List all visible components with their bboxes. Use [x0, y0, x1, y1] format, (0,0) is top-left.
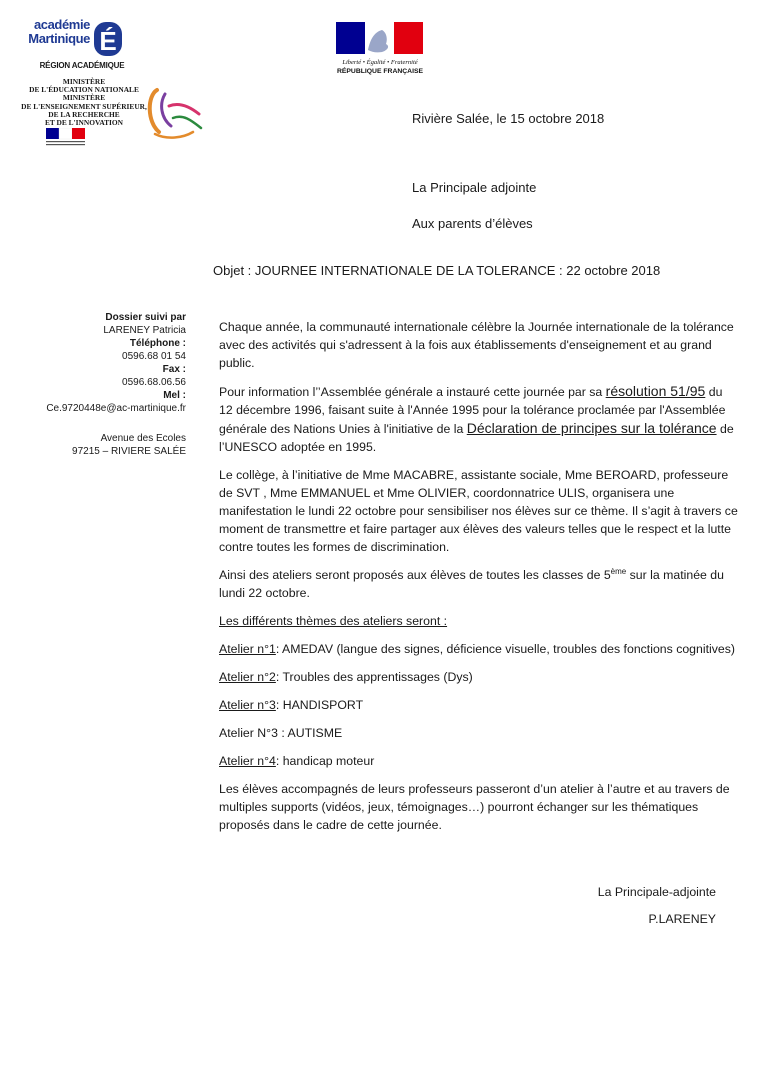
fax-label: Fax :	[162, 364, 186, 375]
academie-wordmark: académie Martinique	[28, 17, 90, 46]
svg-text:É: É	[99, 26, 117, 56]
mel-label: Mel :	[163, 390, 186, 401]
college-logo	[143, 84, 205, 140]
mini-marianne-logo	[46, 128, 86, 148]
atelier-item: Atelier N°3 : AUTISME	[219, 726, 343, 740]
atelier-item: Atelier n°1: AMEDAV (langue des signes, déficience visuelle, troubles des fonctions cognitives)	[219, 642, 735, 656]
atelier-item: Atelier n°4: handicap moteur	[219, 754, 375, 768]
paragraph-college: Le collège, à l’initiative de Mme MACABRE, assistante sociale, Mme BEROARD, professeure de SVT , Mme EMMANUEL et Mme OLIVIER, coordonnatrice ULIS, organisera une manifestation le lundi 22 octobre pour sensibiliser nos élèves sur ce thème. Il s’agit à travers ce moment de transmettre et faire partager aux élèves des valeurs telles que le respect et la lutte contre toutes les formes de discrimination.	[219, 468, 738, 554]
academie-logo	[28, 14, 124, 60]
address-line-2: 97215 – RIVIERE SALÉE	[72, 446, 186, 457]
telephone-value: 0596.68 01 54	[122, 351, 186, 362]
fax-value: 0596.68.06.56	[122, 377, 186, 388]
paragraph-resolution: Pour information l’’Assemblée générale a instauré cette journée par sa résolution 51/95 du 12 décembre 1996, faisant suite à l'Année 1995 pour la tolérance proclamée par l'Assemblée générale des Nations Unies à l'initiative de la Déclaration de principes sur la tolérance de l’UNESCO adoptée en 1995.	[219, 383, 734, 454]
contact-sidebar	[20, 311, 186, 458]
address-line-1: Avenue des Ecoles	[100, 433, 186, 444]
resolution-link[interactable]: résolution 51/95	[605, 383, 706, 399]
academie-e-icon	[92, 14, 124, 58]
letter-body	[219, 318, 739, 844]
region-academique: RÉGION ACADÉMIQUE	[39, 61, 125, 70]
letter-recipient: Aux parents d’élèves	[412, 216, 533, 231]
mel-value[interactable]: Ce.9720448e@ac-martinique.fr	[46, 403, 186, 414]
paragraph-closing: Les élèves accompagnés de leurs professeurs passeront d’un atelier à l’autre et au travers de multiples supports (vidéos, jeux, témoignages…) pourront échanger sur les thématiques proposés dans le cadre de cette journée.	[219, 782, 730, 832]
letter-object: Objet : JOURNEE INTERNATIONALE DE LA TOLERANCE : 22 octobre 2018	[213, 263, 661, 278]
republique-francaise-logo	[334, 20, 426, 78]
paragraph-ateliers: Ainsi des ateliers seront proposés aux élèves de toutes les classes de 5ème sur la matinée du lundi 22 octobre.	[219, 566, 724, 600]
paragraph-intro: Chaque année, la communauté internationale célèbre la Journée internationale de la tolérance avec des activités qui s'adressent à la fois aux établissements d'enseignement et au grand public.	[219, 320, 734, 370]
signature-role: La Principale-adjointe	[597, 885, 716, 899]
atelier-item: Atelier n°3: HANDISPORT	[219, 698, 364, 712]
telephone-label: Téléphone :	[129, 338, 186, 349]
atelier-item: Atelier n°2: Troubles des apprentissages (Dys)	[219, 670, 473, 684]
letter-sender: La Principale adjointe	[412, 180, 537, 195]
signature-name: P.LARENEY	[648, 912, 716, 926]
ministere-block: MINISTÈRE DE L'ÉDUCATION NATIONALE MINISTÈRE DE L'ENSEIGNEMENT SUPÉRIEUR, DE LA RECHERCHE ET DE L'INNOVATION	[21, 77, 147, 128]
svg-text:RÉPUBLIQUE FRANÇAISE: RÉPUBLIQUE FRANÇAISE	[336, 68, 424, 75]
dossier-value: LARENEY Patricia	[103, 325, 186, 336]
letter-date: Rivière Salée, le 15 octobre 2018	[412, 111, 605, 126]
svg-text:Liberté • Égalité • Fraternité: Liberté • Égalité • Fraternité	[342, 59, 418, 66]
dossier-label: Dossier suivi par	[105, 312, 186, 323]
declaration-link[interactable]: Déclaration de principes sur la tolérance	[466, 420, 717, 436]
themes-heading: Les différents thèmes des ateliers seront :	[219, 614, 448, 628]
